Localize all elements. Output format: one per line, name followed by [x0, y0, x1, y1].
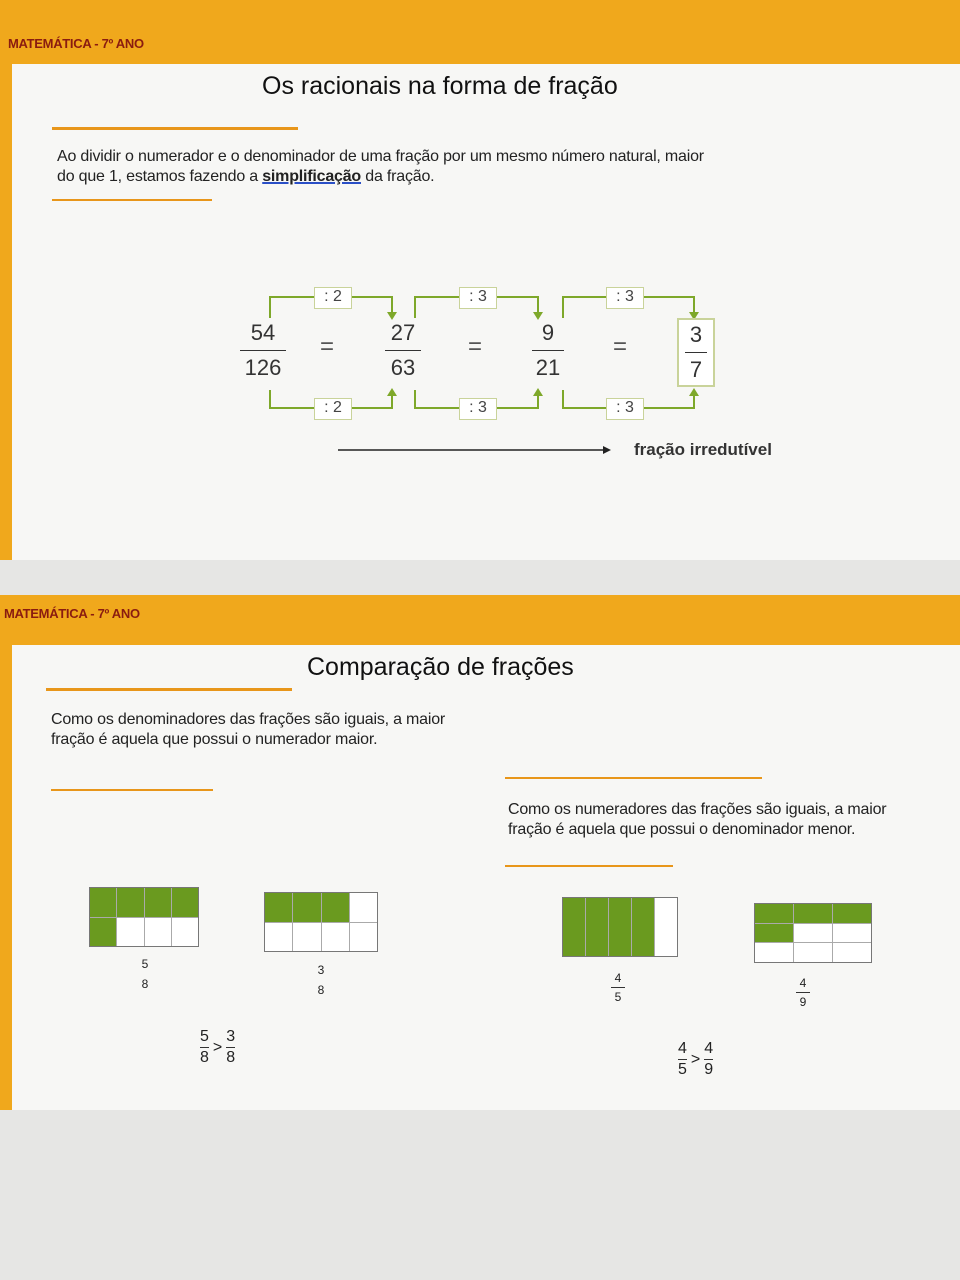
fraction-model-4-9 [754, 903, 872, 963]
empty-cell [322, 923, 349, 952]
empty-cell [293, 923, 320, 952]
orange-rule [46, 688, 292, 691]
model-label-3-8 [314, 963, 328, 997]
irreducible-label: fração irredutível [634, 440, 772, 459]
empty-cell [833, 924, 871, 943]
empty-cell [755, 943, 793, 962]
fraction-model-3-8 [264, 892, 378, 952]
filled-cell [145, 888, 171, 917]
empty-cell [794, 943, 832, 962]
filled-cell [322, 893, 349, 922]
header-bar [0, 595, 960, 645]
slide-comparacao [0, 595, 960, 1110]
filled-cell [90, 918, 116, 947]
numerator: 4 [704, 1040, 714, 1057]
numerator: 3 [689, 322, 703, 347]
comparison-left [200, 1028, 235, 1067]
denominator: 7 [689, 357, 703, 382]
denominator: 63 [390, 355, 416, 380]
denominator: 21 [535, 355, 561, 380]
empty-cell [350, 923, 377, 952]
divisor-bottom-1: : 2 [314, 398, 352, 420]
filled-cell [90, 888, 116, 917]
numerator: 4 [678, 1040, 687, 1057]
empty-cell [655, 898, 677, 956]
filled-cell [632, 898, 654, 956]
side-bar [0, 595, 12, 1110]
numerator: 4 [799, 976, 807, 990]
denominator: 8 [317, 983, 325, 997]
orange-rule [51, 789, 213, 791]
filled-cell [586, 898, 608, 956]
empty-cell [265, 923, 292, 952]
filled-cell [794, 904, 832, 923]
numerator: 3 [317, 963, 325, 977]
fraction-model-4-5 [562, 897, 678, 957]
numerator: 9 [541, 320, 555, 345]
definition-end: da fração. [361, 168, 435, 185]
denominator: 9 [799, 995, 807, 1009]
divisor-bottom-2: : 3 [459, 398, 497, 420]
numerator: 54 [250, 320, 276, 345]
greater-than-sign: > [690, 1050, 701, 1068]
empty-cell [833, 943, 871, 962]
divisor-top-2: : 3 [459, 287, 497, 309]
numerator: 5 [141, 957, 149, 971]
page-title: Os racionais na forma de fração [262, 72, 618, 100]
denominator: 5 [678, 1061, 687, 1078]
equals-sign: = [468, 333, 483, 360]
filled-cell [563, 898, 585, 956]
fraction-4-9 [704, 1040, 713, 1079]
fraction-5-8 [200, 1028, 209, 1067]
simplification-arrows [0, 0, 960, 560]
slide-racionais [0, 0, 960, 560]
denominator: 8 [200, 1049, 209, 1066]
divisor-bottom-3: : 3 [606, 398, 644, 420]
left-explanation: Como os denominadores das frações são iguais, a maior fração é aquela que possui o numerador maior. [51, 711, 446, 748]
fraction-9-21 [532, 320, 564, 381]
model-label-5-8 [138, 957, 152, 991]
comparison-right [678, 1040, 713, 1079]
divisor-top-3: : 3 [606, 287, 644, 309]
fraction-model-5-8 [89, 887, 199, 947]
filled-cell [265, 893, 292, 922]
equals-sign: = [320, 333, 335, 360]
divisor-top-1: : 2 [314, 287, 352, 309]
model-label-4-9 [796, 976, 810, 1009]
filled-cell [172, 888, 198, 917]
filled-cell [755, 904, 793, 923]
denominator: 8 [141, 977, 149, 991]
definition-part: Ao dividir o numerador e o denominador de uma fração por um mesmo número natural, maior do que 1, estamos fazendo a [57, 148, 704, 185]
fraction-3-7-irreducible [677, 318, 715, 387]
fraction-3-8 [226, 1028, 235, 1067]
filled-cell [833, 904, 871, 923]
denominator: 8 [226, 1049, 236, 1066]
empty-cell [145, 918, 171, 947]
empty-cell [794, 924, 832, 943]
denominator: 5 [614, 990, 622, 1004]
denominator: 9 [704, 1061, 714, 1078]
numerator: 4 [614, 971, 622, 985]
orange-rule [505, 777, 762, 779]
fraction-54-126 [240, 320, 286, 381]
fraction-27-63 [385, 320, 421, 381]
numerator: 5 [200, 1028, 209, 1045]
equals-sign: = [613, 333, 628, 360]
filled-cell [755, 924, 793, 943]
empty-cell [117, 918, 143, 947]
filled-cell [609, 898, 631, 956]
empty-cell [172, 918, 198, 947]
greater-than-sign: > [212, 1038, 223, 1056]
right-explanation: Como os numeradores das frações são iguais, a maior fração é aquela que possui o denominador menor. [508, 801, 887, 838]
model-label-4-5 [611, 971, 625, 1004]
denominator: 126 [244, 355, 282, 380]
numerator: 3 [226, 1028, 236, 1045]
filled-cell [293, 893, 320, 922]
numerator: 27 [390, 320, 416, 345]
empty-cell [350, 893, 377, 922]
course-header: MATEMÁTICA - 7º ANO [4, 606, 140, 621]
course-header: MATEMÁTICA - 7º ANO [8, 36, 144, 51]
page-title: Comparação de frações [307, 653, 574, 681]
filled-cell [117, 888, 143, 917]
orange-rule [505, 865, 673, 867]
fraction-4-5 [678, 1040, 687, 1079]
highlight-word: simplificação [262, 168, 361, 185]
